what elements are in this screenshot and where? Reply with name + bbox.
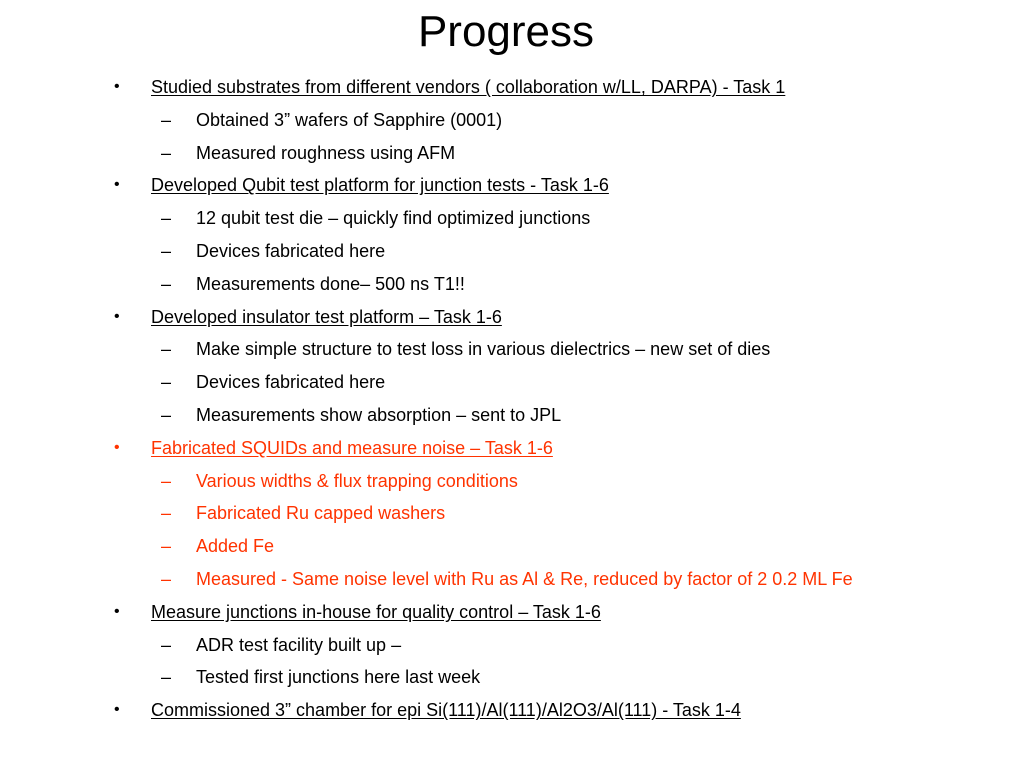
dash-marker: – bbox=[161, 470, 172, 491]
dash-marker: – bbox=[161, 142, 172, 163]
dash-marker: – bbox=[161, 404, 172, 425]
sub-bullet-text: ADR test facility built up – bbox=[196, 634, 402, 655]
sub-bullet-text: Added Fe bbox=[196, 536, 275, 557]
bullet-text: Measure junctions in-house for quality control – Task 1-6 bbox=[151, 601, 601, 622]
sub-bullet-text: Make simple structure to test loss in various dielectrics – new set of dies bbox=[196, 339, 771, 360]
sub-bullet-item bbox=[112, 333, 992, 366]
sub-bullet-item bbox=[112, 629, 992, 662]
sub-bullet-item bbox=[112, 235, 992, 268]
slide-title: Progress bbox=[417, 7, 595, 56]
sub-bullet-item bbox=[112, 530, 992, 563]
dash-marker: – bbox=[161, 568, 172, 589]
sub-bullet-item bbox=[112, 268, 992, 301]
bullet-text: Commissioned 3” chamber for epi Si(111)/Al(111)/Al2O3/Al(111) - Task 1-4 bbox=[151, 700, 741, 721]
bullet-list bbox=[112, 71, 992, 727]
sub-bullet-item bbox=[112, 497, 992, 530]
sub-bullet-text: Tested first junctions here last week bbox=[196, 667, 481, 688]
dash-marker: – bbox=[161, 667, 172, 688]
sub-bullet-text: Devices fabricated here bbox=[196, 372, 386, 393]
sub-bullet-item bbox=[112, 399, 992, 432]
bullet-marker: • bbox=[114, 176, 120, 194]
sub-bullet-item bbox=[112, 366, 992, 399]
bullet-marker: • bbox=[114, 602, 120, 620]
bullet-text: Developed Qubit test platform for junction tests - Task 1-6 bbox=[151, 175, 609, 196]
sub-bullet-text: Devices fabricated here bbox=[196, 240, 386, 261]
sub-bullet-text: Measured - Same noise level with Ru as Al & Re, reduced by factor of 2 0.2 ML Fe bbox=[196, 568, 853, 589]
dash-marker: – bbox=[161, 503, 172, 524]
sub-bullet-text: Obtained 3” wafers of Sapphire (0001) bbox=[196, 109, 503, 130]
sub-bullet-item bbox=[112, 202, 992, 235]
bullet-text: Developed insulator test platform – Task 1-6 bbox=[151, 306, 502, 327]
sub-bullet-text: Various widths & flux trapping conditions bbox=[196, 470, 518, 491]
sub-bullet-item bbox=[112, 661, 992, 694]
dash-marker: – bbox=[161, 109, 172, 130]
bullet-text: Studied substrates from different vendors ( collaboration w/LL, DARPA) - Task 1 bbox=[151, 77, 786, 97]
dash-marker: – bbox=[161, 208, 172, 229]
sub-bullet-item bbox=[112, 465, 992, 498]
sub-bullet-text: Measurements show absorption – sent to JPL bbox=[196, 404, 562, 425]
sub-bullet-text: Measurements done– 500 ns T1!! bbox=[196, 273, 465, 294]
sub-bullet-item bbox=[112, 104, 992, 137]
bullet-item bbox=[112, 71, 992, 104]
bullet-text: Fabricated SQUIDs and measure noise – Task 1-6 bbox=[151, 437, 553, 458]
bullet-item bbox=[112, 694, 992, 727]
sub-bullet-text: Fabricated Ru capped washers bbox=[196, 503, 446, 524]
bullet-item bbox=[112, 169, 992, 202]
dash-marker: – bbox=[161, 240, 172, 261]
dash-marker: – bbox=[161, 372, 172, 393]
bullet-item bbox=[112, 596, 992, 629]
bullet-marker: • bbox=[114, 307, 120, 325]
bullet-item bbox=[112, 432, 992, 465]
sub-bullet-text: Measured roughness using AFM bbox=[196, 142, 456, 163]
sub-bullet-item bbox=[112, 137, 992, 170]
dash-marker: – bbox=[161, 339, 172, 360]
bullet-marker: • bbox=[114, 701, 120, 719]
bullet-marker: • bbox=[114, 78, 120, 95]
dash-marker: – bbox=[161, 536, 172, 557]
bullet-marker: • bbox=[114, 438, 120, 456]
sub-bullet-item bbox=[112, 563, 992, 596]
dash-marker: – bbox=[161, 634, 172, 655]
bullet-item bbox=[112, 301, 992, 334]
dash-marker: – bbox=[161, 273, 172, 294]
sub-bullet-text: 12 qubit test die – quickly find optimized junctions bbox=[196, 208, 591, 229]
